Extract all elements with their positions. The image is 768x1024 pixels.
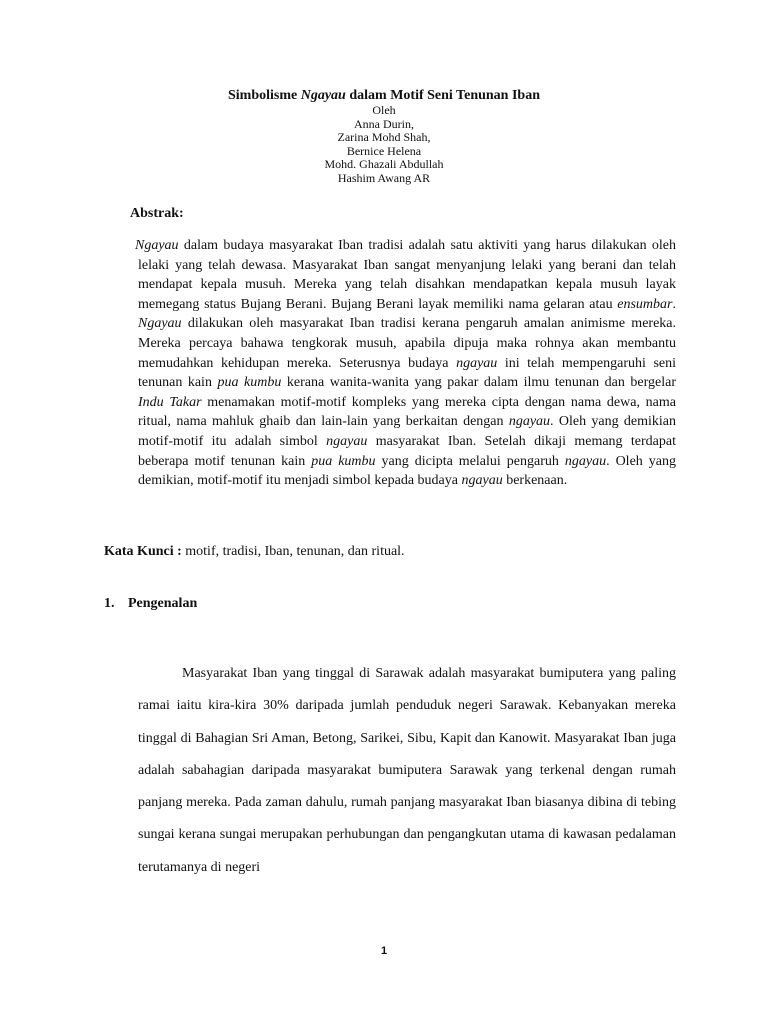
title-part-2: dalam Motif Seni Tenunan Iban (345, 88, 540, 103)
abstract-seg-12: ngayau (508, 414, 551, 430)
abstract-seg-4: Ngayau (138, 316, 182, 332)
page-number: 1 (380, 945, 388, 957)
author-3: Bernice Helena (346, 143, 422, 158)
title-part-1: Simbolisme (228, 88, 301, 103)
abstract-seg-2: ensumbar (617, 296, 673, 312)
abstract-seg-6: ngayau (456, 355, 498, 371)
author-2: Zarina Mohd Shah, (337, 130, 431, 145)
abstract-heading: Abstrak: (130, 206, 184, 221)
section-number: 1. (104, 596, 115, 611)
paper-title (0, 88, 768, 104)
author-4: Mohd. Ghazali Abdullah (324, 157, 444, 172)
abstract-seg-5: dilakukan oleh masyarakat Iban tradisi kerana pengaruh amalan animisme mereka. Mereka percaya bahawa tengkorak musuh, apabila dipuja maka rohnya akan membantu memudahkan kehidupan mereka. Seterusnya budaya (138, 316, 676, 371)
abstract-seg-17: yang dicipta melalui pengaruh (375, 453, 565, 469)
abstract-seg-11: menamakan motif-motif kompleks yang mereka cipta dengan nama dewa, nama ritual, nama mahluk ghaib dan lain-lain yang berkaitan dengan (138, 394, 676, 430)
abstract-seg-19: . Oleh yang demikian, motif-motif itu menjadi simbol kepada budaya (138, 453, 676, 489)
title-italic: Ngayau (300, 88, 346, 103)
body-text: Masyarakat Iban yang tinggal di Sarawak adalah masyarakat bumiputera yang paling ramai iaitu kira-kira 30% daripada jumlah penduduk negeri Sarawak. Kebanyakan mereka tinggal di Bahagian Sri Aman, Betong, Sarikei, Sibu, Kapit dan Kanowit. Masyarakat Iban juga adalah sabahagian daripada masyarakat bumiputera Sarawak yang terkenal dengan rumah panjang mereka. Pada zaman dahulu, rumah panjang masyarakat Iban biasanya dibina di tebing sungai kerana sungai merupakan perhubungan dan pengangkutan utama di kawasan pedalaman terutamanya di negeri (138, 666, 676, 875)
abstract-seg-10: Indu Takar (138, 394, 202, 410)
abstract-seg-13: . Oleh yang demikian motif-motif itu adalah simbol (138, 414, 676, 449)
keywords-label: Kata Kunci : (104, 544, 182, 559)
section-heading (104, 596, 197, 612)
author-5: Hashim Awang AR (337, 170, 431, 185)
abstract-seg-8: pua kumbu (217, 375, 282, 391)
abstract-seg-14: ngayau (326, 433, 368, 449)
byline: Oleh (372, 103, 396, 117)
keywords-text: motif, tradisi, Iban, tenunan, dan ritual. (181, 544, 405, 559)
abstract-text (135, 236, 677, 491)
abstract-seg-0: Ngayau (135, 238, 179, 253)
abstract-seg-16: pua kumbu (311, 453, 376, 469)
author-1: Anna Durin, (354, 116, 414, 131)
abstract-seg-3: . (672, 296, 676, 312)
section-title: Pengenalan (128, 596, 198, 611)
abstract-seg-1: dalam budaya masyarakat Iban tradisi adalah satu aktiviti yang harus dilakukan oleh lelaki yang telah dewasa. Masyarakat Iban sangat menyanjung lelaki yang berani dan telah mendapat kepala musuh. Mereka yang telah disahkan mendapatkan kepala musuh layak memegang status Bujang Berani. Bujang Berani layak memiliki nama gelaran atau (138, 238, 676, 312)
keywords (104, 544, 405, 560)
abstract-seg-18: ngayau (564, 453, 607, 469)
abstract-seg-9: kerana wanita-wanita yang pakar dalam ilmu tenunan dan bergelar (281, 375, 677, 391)
body-paragraph (138, 658, 676, 884)
abstract-seg-15: masyarakat Iban. Setelah dikaji memang terdapat beberapa motif tenunan kain (138, 433, 676, 469)
abstract-seg-21: berkenaan. (502, 473, 568, 489)
abstract-seg-20: ngayau (461, 473, 503, 489)
abstract-seg-7: ini telah mempengaruhi seni tenunan kain (138, 355, 677, 391)
title-block (0, 88, 768, 186)
